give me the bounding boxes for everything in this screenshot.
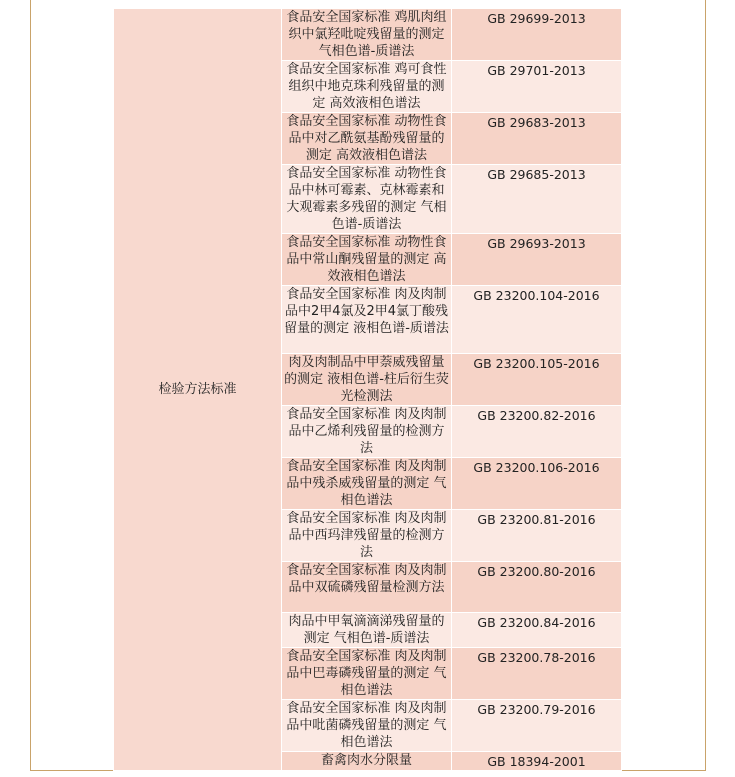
standard-number: GB 18394-2001: [452, 752, 622, 771]
standard-number: GB 29699-2013: [452, 9, 622, 61]
standard-number: GB 23200.84-2016: [452, 613, 622, 648]
standard-number: GB 29701-2013: [452, 61, 622, 113]
standard-number: GB 29683-2013: [452, 113, 622, 165]
standard-name: 食品安全国家标准 动物性食品中常山酮残留量的测定 高效液相色谱法: [282, 234, 452, 286]
standard-name: 食品安全国家标准 鸡可食性组织中地克珠利残留量的测定 高效液相色谱法: [282, 61, 452, 113]
standard-number: GB 23200.79-2016: [452, 700, 622, 752]
standard-name: 食品安全国家标准 动物性食品中对乙酰氨基酚残留量的测定 高效液相色谱法: [282, 113, 452, 165]
standard-name: 食品安全国家标准 肉及肉制品中西玛津残留量的检测方法: [282, 510, 452, 562]
standards-table: [113, 8, 622, 771]
standard-number: GB 23200.81-2016: [452, 510, 622, 562]
standard-number: GB 29685-2013: [452, 165, 622, 234]
frame-right-border: [705, 0, 706, 771]
standard-number: GB 23200.78-2016: [452, 648, 622, 700]
standard-name: 食品安全国家标准 动物性食品中林可霉素、克林霉素和大观霉素多残留的测定 气相色谱-质谱法: [282, 165, 452, 234]
standard-number: GB 23200.82-2016: [452, 406, 622, 458]
standard-name: 食品安全国家标准 肉及肉制品中双硫磷残留量检测方法: [282, 562, 452, 613]
standard-name: 畜禽肉水分限量: [282, 752, 452, 771]
standard-name: 肉品中甲氧滴滴涕残留量的测定 气相色谱-质谱法: [282, 613, 452, 648]
standard-name: 食品安全国家标准 肉及肉制品中残杀威残留量的测定 气相色谱法: [282, 458, 452, 510]
table-row: [114, 9, 622, 61]
standard-number: GB 23200.106-2016: [452, 458, 622, 510]
standard-name: 食品安全国家标准 肉及肉制品中2甲4氯及2甲4氯丁酸残留量的测定 液相色谱-质谱法: [282, 286, 452, 354]
standard-name: 食品安全国家标准 肉及肉制品中巴毒磷残留量的测定 气相色谱法: [282, 648, 452, 700]
standard-number: GB 23200.80-2016: [452, 562, 622, 613]
standard-number: GB 23200.104-2016: [452, 286, 622, 354]
standard-name: 食品安全国家标准 肉及肉制品中吡菌磷残留量的测定 气相色谱法: [282, 700, 452, 752]
category-cell: 检验方法标准: [114, 9, 282, 771]
frame-left-border: [30, 0, 31, 771]
standard-name: 肉及肉制品中甲萘威残留量的测定 液相色谱-柱后衍生荧光检测法: [282, 354, 452, 406]
standard-number: GB 29693-2013: [452, 234, 622, 286]
standard-number: GB 23200.105-2016: [452, 354, 622, 406]
standard-name: 食品安全国家标准 肉及肉制品中乙烯利残留量的检测方法: [282, 406, 452, 458]
standard-name: 食品安全国家标准 鸡肌肉组织中氯羟吡啶残留量的测定 气相色谱-质谱法: [282, 9, 452, 61]
